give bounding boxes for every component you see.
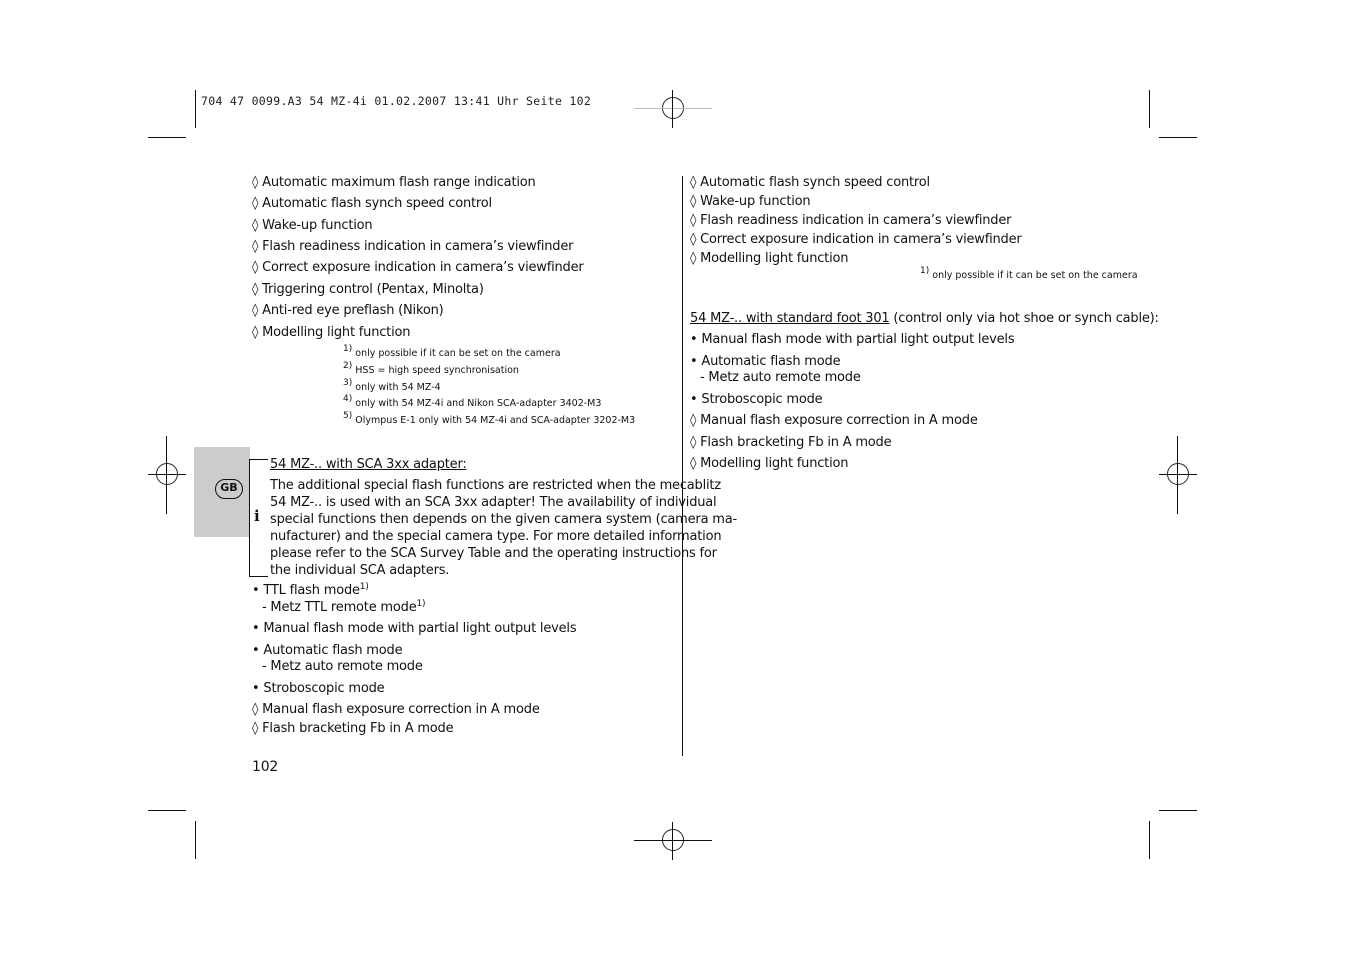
- list-item: ◊ Modelling light function: [690, 251, 849, 266]
- footnote: $^{4)}$ only with 54 MZ-4i and Nikon SCA-adapter 3402-M3: [343, 394, 602, 409]
- column-divider: [682, 176, 683, 756]
- list-item: • Automatic flash mode: [690, 354, 841, 369]
- list-item: ◊ Flash readiness indication in camera’s viewfinder: [690, 213, 1012, 228]
- list-item: ◊ Correct exposure indication in camera’s viewfinder: [690, 232, 1022, 247]
- page-number: 102: [252, 759, 279, 775]
- footnote: $^{3)}$ only with 54 MZ-4: [343, 378, 441, 393]
- sca-heading: 54 MZ-.. with SCA 3xx adapter:: [270, 457, 467, 472]
- footnote: $^{1)}$ only possible if it can be set on the camera: [343, 344, 561, 359]
- list-item: • Stroboscopic mode: [252, 681, 385, 696]
- list-item: ◊ Wake-up function: [252, 218, 373, 233]
- list-item: - Metz auto remote mode: [262, 659, 423, 674]
- list-item: • TTL flash mode$^{1)}$: [252, 582, 369, 598]
- list-item: • Manual flash mode with partial light output levels: [690, 332, 1015, 347]
- list-item: ◊ Modelling light function: [690, 456, 849, 471]
- list-item: • Stroboscopic mode: [690, 392, 823, 407]
- list-item: ◊ Automatic maximum flash range indication: [252, 175, 536, 190]
- language-tab: [194, 447, 250, 537]
- list-item: ◊ Triggering control (Pentax, Minolta): [252, 282, 484, 297]
- list-item: ◊ Manual flash exposure correction in A mode: [690, 413, 978, 428]
- info-icon: i: [254, 507, 260, 525]
- list-item: ◊ Wake-up function: [690, 194, 811, 209]
- list-item: • Manual flash mode with partial light output levels: [252, 621, 577, 636]
- list-item: ◊ Flash readiness indication in camera’s viewfinder: [252, 239, 574, 254]
- print-slug: 704 47 0099.A3 54 MZ-4i 01.02.2007 13:41 Uhr Seite 102: [201, 94, 592, 108]
- standard-foot-heading: 54 MZ-.. with standard foot 301 (control only via hot shoe or synch cable):: [690, 311, 1159, 326]
- list-item: ◊ Flash bracketing Fb in A mode: [690, 435, 892, 450]
- footnote: $^{1)}$ only possible if it can be set on the camera: [920, 266, 1138, 281]
- list-item: ◊ Correct exposure indication in camera’s viewfinder: [252, 260, 584, 275]
- list-item: ◊ Anti-red eye preflash (Nikon): [252, 303, 444, 318]
- footnote: $^{2)}$ HSS = high speed synchronisation: [343, 361, 519, 376]
- footnote: $^{5)}$ Olympus E-1 only with 54 MZ-4i and SCA-adapter 3202-M3: [343, 411, 636, 426]
- list-item: - Metz TTL remote mode$^{1)}$: [262, 599, 426, 615]
- list-item: - Metz auto remote mode: [700, 370, 861, 385]
- list-item: ◊ Flash bracketing Fb in A mode: [252, 721, 454, 736]
- list-item: ◊ Automatic flash synch speed control: [690, 175, 930, 190]
- list-item: • Automatic flash mode: [252, 643, 403, 658]
- list-item: ◊ Modelling light function: [252, 325, 411, 340]
- list-item: ◊ Manual flash exposure correction in A mode: [252, 702, 540, 717]
- language-badge: GB: [215, 479, 243, 499]
- list-item: ◊ Automatic flash synch speed control: [252, 196, 492, 211]
